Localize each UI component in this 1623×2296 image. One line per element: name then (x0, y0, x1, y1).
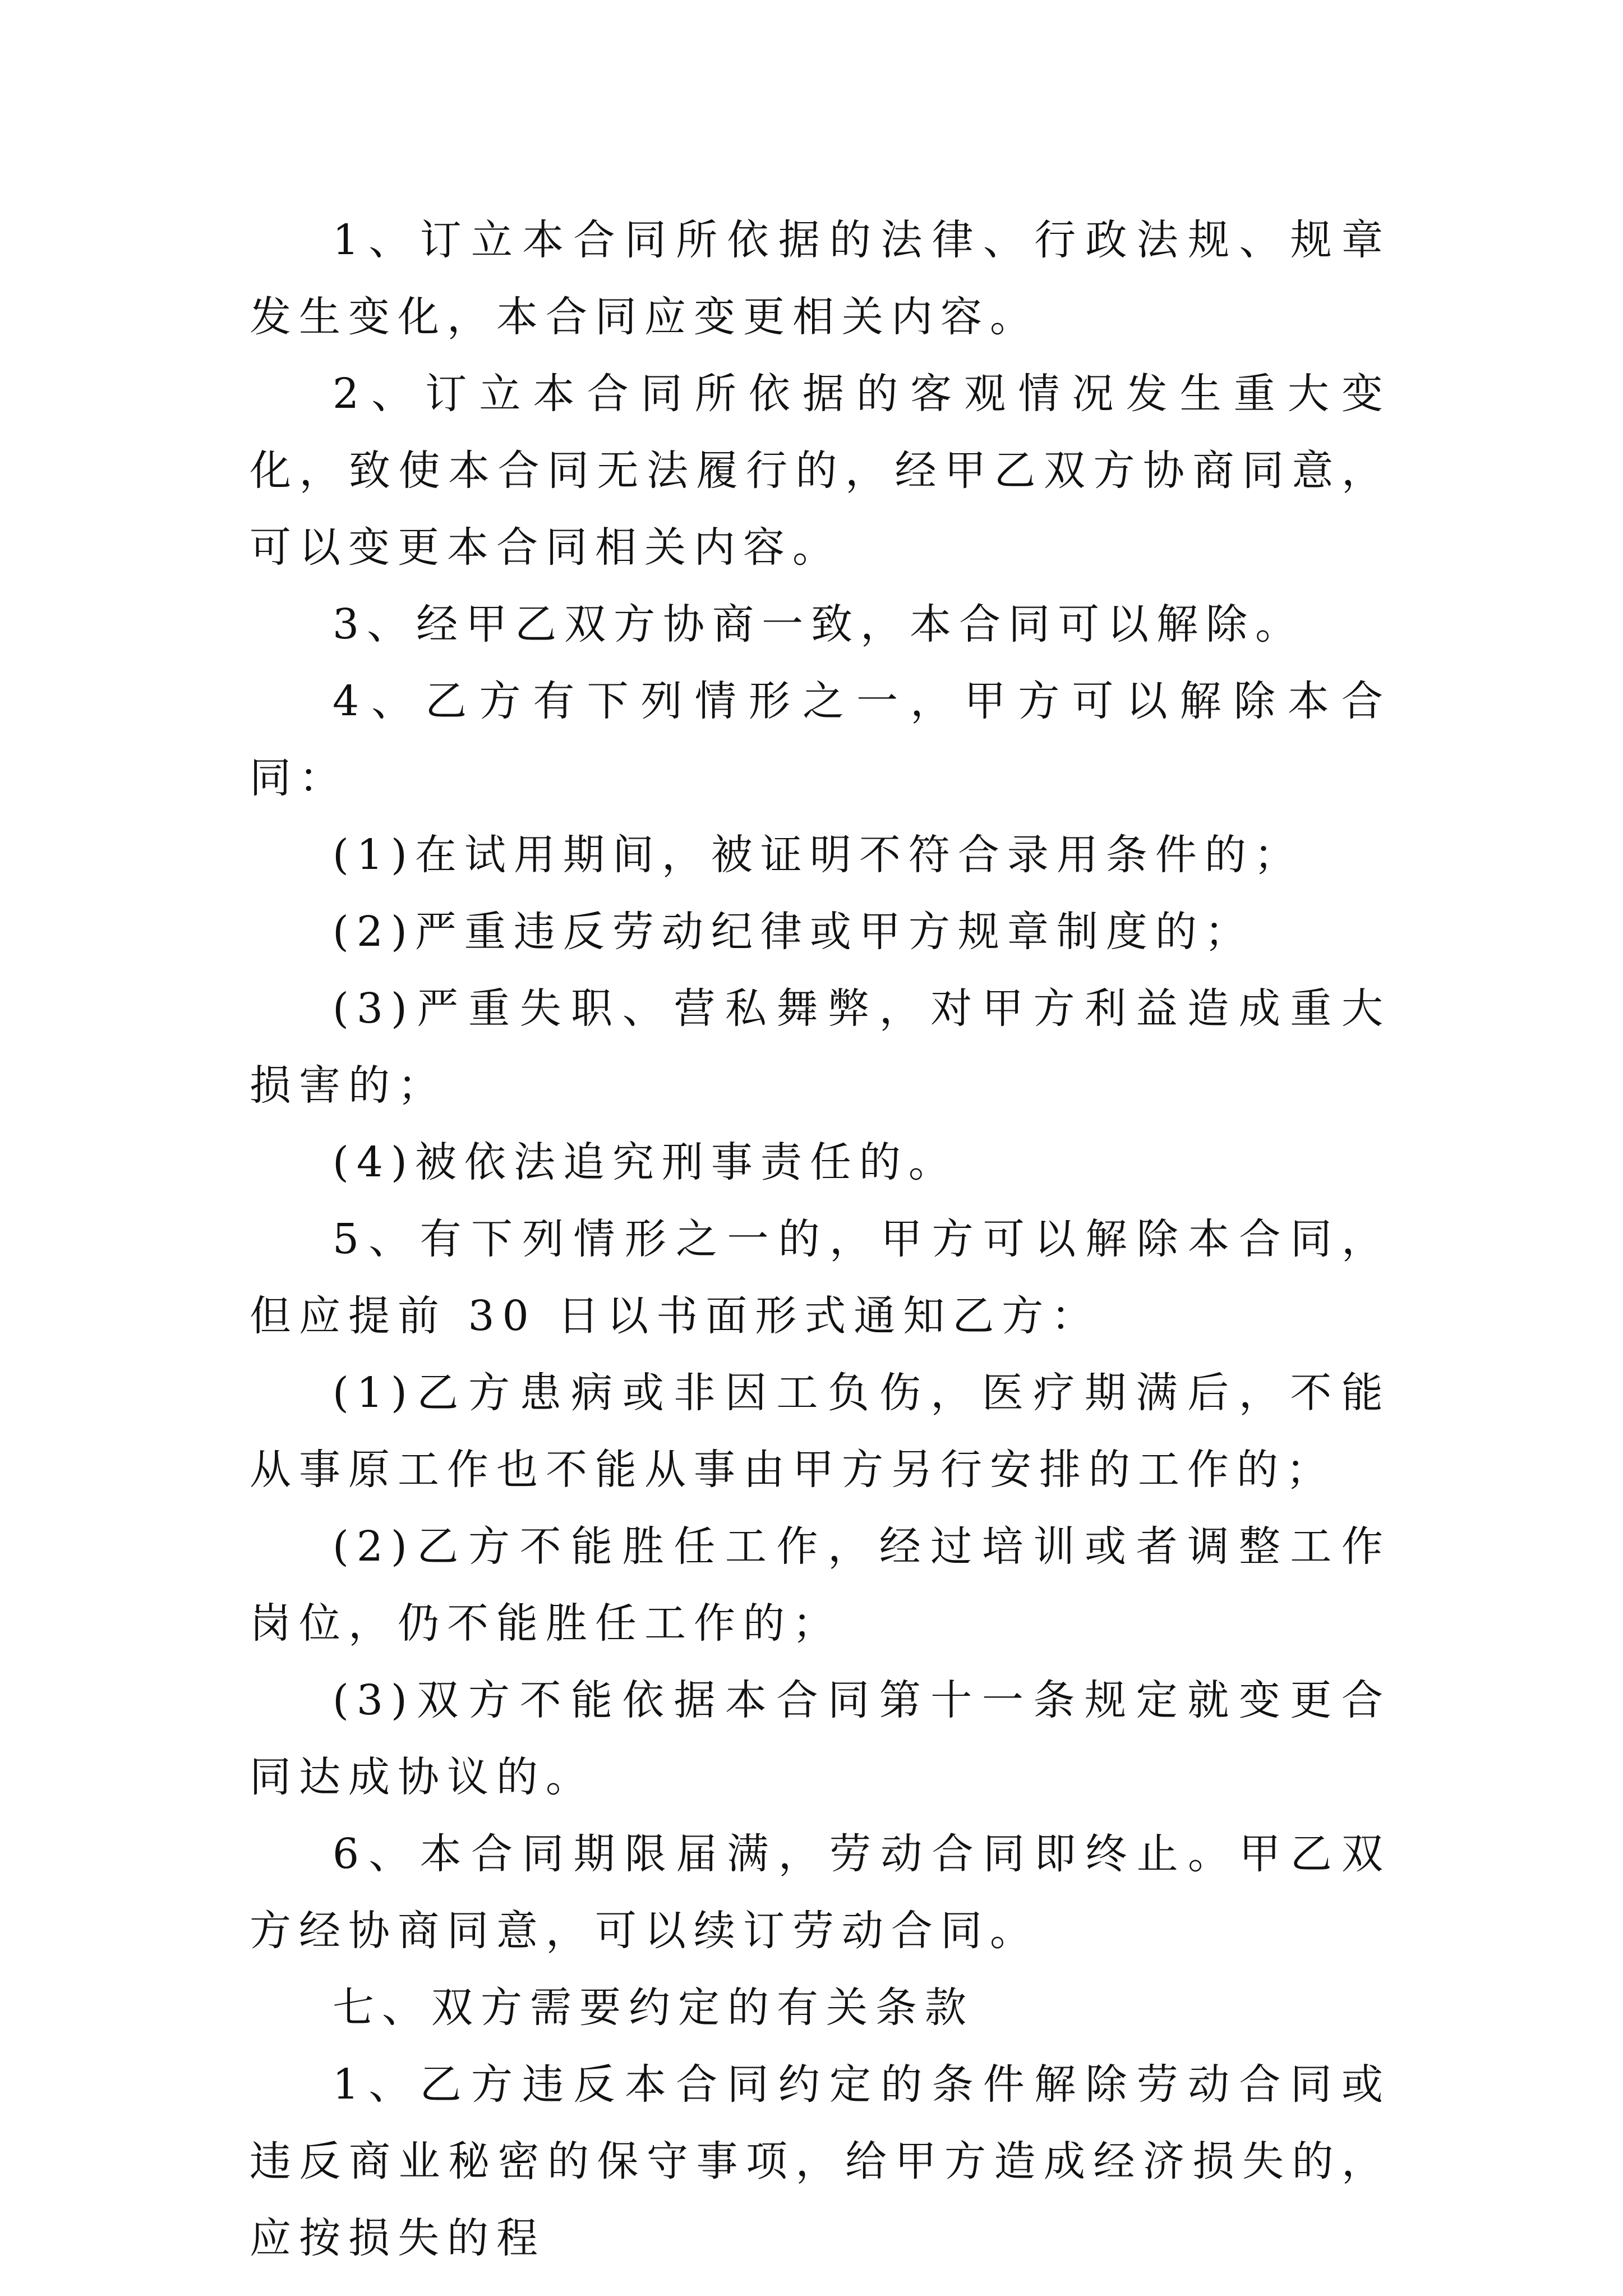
paragraph-5-item-2: (2)乙方不能胜任工作，经过培训或者调整工作岗位，仍不能胜任工作的； (250, 1522, 1391, 1648)
paragraph-4: 4、乙方有下列情形之一，甲方可以解除本合同： (250, 677, 1391, 802)
paragraph-5-item-3: (3)双方不能依据本合同第十一条规定就变更合同达成协议的。 (250, 1676, 1391, 1801)
paragraph-6: 6、本合同期限届满，劳动合同即终止。甲乙双方经协商同意，可以续订劳动合同。 (250, 1830, 1391, 1955)
document-body (250, 202, 1391, 2277)
paragraph-4-item-1: (1)在试用期间，被证明不符合录用条件的； (333, 831, 1303, 879)
paragraph-2: 2、订立本合同所依据的客观情况发生重大变化，致使本合同无法履行的，经甲乙双方协商同意，可以变更本合同相关内容。 (250, 370, 1391, 572)
paragraph-5-item-1: (1)乙方患病或非因工负伤，医疗期满后，不能从事原工作也不能从事由甲方另行安排的工作的； (250, 1369, 1391, 1494)
section-heading-7: 七、双方需要约定的有关条款 (333, 1984, 974, 2032)
paragraph-7-1: 1、乙方违反本合同约定的条件解除劳动合同或违反商业秘密的保守事项，给甲方造成经济损失的，应按损失的程 (250, 2060, 1391, 2262)
paragraph-4-item-3: (3)严重失职、营私舞弊，对甲方利益造成重大损害的； (250, 984, 1391, 1110)
paragraph-3: 3、经甲乙双方协商一致，本合同可以解除。 (333, 600, 1305, 648)
paragraph-4-item-2: (2)严重违反劳动纪律或甲方规章制度的； (333, 908, 1254, 956)
paragraph-4-item-4: (4)被依法追究刑事责任的。 (333, 1138, 958, 1186)
paragraph-1: 1、订立本合同所依据的法律、行政法规、规章发生变化，本合同应变更相关内容。 (250, 216, 1391, 341)
paragraph-5: 5、有下列情形之一的，甲方可以解除本合同，但应提前 30 日以书面形式通知乙方： (250, 1215, 1391, 1340)
